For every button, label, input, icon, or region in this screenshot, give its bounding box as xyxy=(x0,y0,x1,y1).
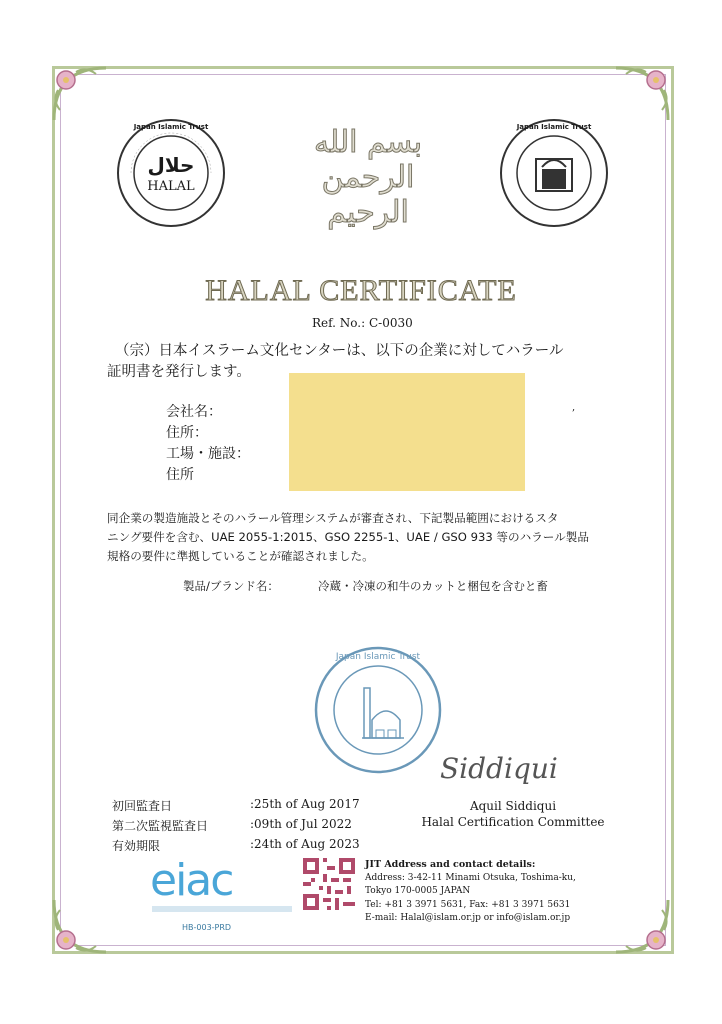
corner-ornament-icon xyxy=(46,60,116,130)
signatory-committee: Halal Certification Committee xyxy=(421,815,605,829)
halal-seal-arabic: حلال xyxy=(147,153,195,177)
initial-audit-date: :25th of Aug 2017 xyxy=(250,797,360,811)
mosque-seal-icon xyxy=(498,117,610,229)
compliance-line-2: ニング要件を含む、UAE 2055-1:2015、GSO 2255-1、UAE / GSO 933 等のハラール製品 xyxy=(107,530,589,544)
halal-seal-icon xyxy=(115,117,227,229)
address-label: 住所： xyxy=(166,425,208,441)
redacted-company-details xyxy=(289,373,525,491)
corner-ornament-icon xyxy=(606,890,676,960)
contact-city-line: Tokyo 170-0005 JAPAN xyxy=(365,886,471,897)
intro-line-1: （宗）日本イスラーム文化センターは、以下の企業に対してハラール xyxy=(115,343,564,359)
contact-heading: JIT Address and contact details: xyxy=(365,859,536,870)
compliance-paragraph xyxy=(107,509,627,566)
compliance-line-1: 同企業の製造施設とそのハラール管理システムが審査され、下記製品範囲におけるスタ xyxy=(107,511,559,525)
reference-number: Ref. No.: C-0030 xyxy=(312,316,413,330)
eiac-logo-underline xyxy=(152,906,292,912)
handwritten-signature: Siddiqui xyxy=(440,752,558,785)
qr-code-icon xyxy=(303,858,355,910)
halal-seal-ring-text: Japan Islamic Trust xyxy=(133,123,209,131)
expiry-date: :24th of Aug 2023 xyxy=(250,837,360,851)
contact-email-line: E-mail: Halal@islam.or.jp or info@islam.or.jp xyxy=(365,912,571,923)
eiac-logo: eiac xyxy=(150,855,233,906)
mosque-stamp-icon xyxy=(312,644,444,776)
surveillance-audit-label: 第二次監視監査日 xyxy=(112,819,209,833)
factory-address-label: 住所 xyxy=(166,467,194,483)
certification-stamp xyxy=(312,644,444,776)
product-label: 製品/ブランド名： xyxy=(183,579,279,593)
accreditation-code: HB-003-PRD xyxy=(182,923,232,932)
compliance-line-3: 規格の要件に準拠していることが確認されました。 xyxy=(107,549,374,563)
certificate-title: HALAL CERTIFICATE xyxy=(205,274,517,307)
stamp-ring-text: Japan Islamic Trust xyxy=(335,652,421,662)
contact-details xyxy=(365,858,576,925)
expiry-label: 有効期限 xyxy=(112,839,161,853)
contact-address-line: Address: 3-42-11 Minami Otsuka, Toshima-ku, xyxy=(365,873,576,884)
halal-seal-label: HALAL xyxy=(147,179,195,194)
company-label: 会社名： xyxy=(166,404,222,420)
factory-label: 工場・施設： xyxy=(166,446,250,462)
mosque-seal-ring-text: Japan Islamic Trust xyxy=(516,123,592,131)
intro-line-2: 証明書を発行します。 xyxy=(107,364,251,380)
initial-audit-label: 初回監査日 xyxy=(112,799,173,813)
signatory-name: Aquil Siddiqui xyxy=(469,799,557,813)
signatory-block xyxy=(418,798,608,830)
bismillah-calligraphy: بسم الله الرحمن الرحيم xyxy=(313,125,423,230)
contact-phone-line: Tel: +81 3 3971 5631, Fax: +81 3 3971 5631 xyxy=(365,899,571,910)
stray-mark: , xyxy=(572,402,576,413)
corner-ornament-icon xyxy=(46,890,116,960)
product-value: 冷蔵・冷凍の和牛のカットと梱包を含むと畜 xyxy=(318,579,548,593)
corner-ornament-icon xyxy=(606,60,676,130)
surveillance-audit-date: :09th of Jul 2022 xyxy=(250,817,352,831)
